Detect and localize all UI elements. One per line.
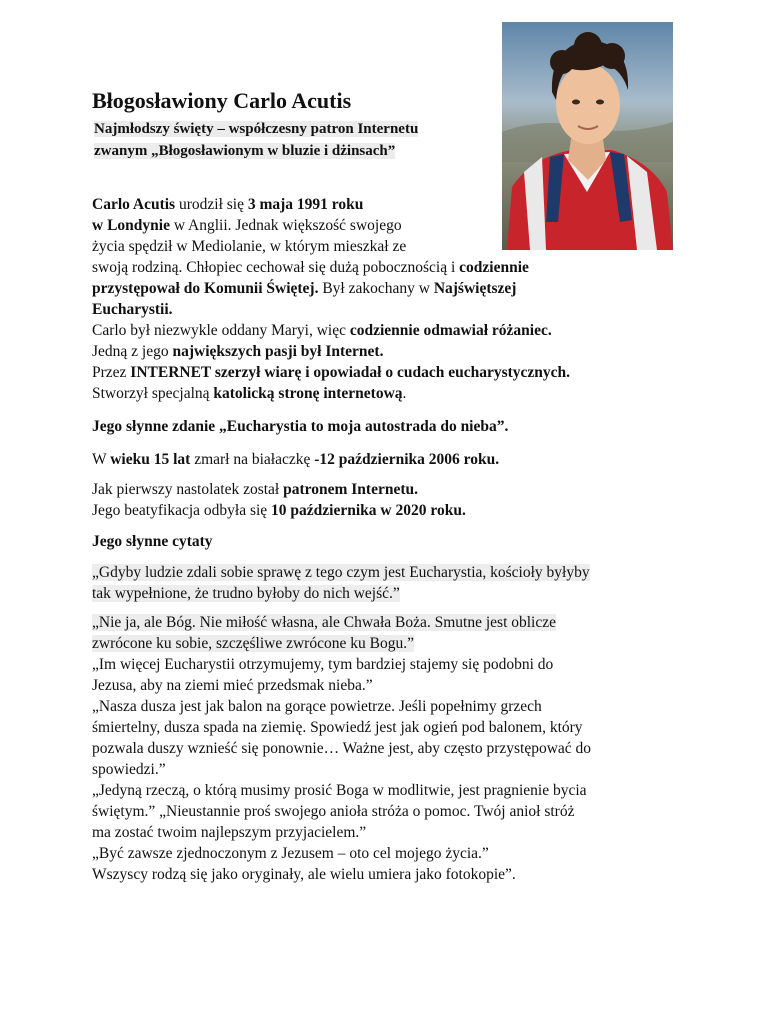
bio-line <box>92 215 692 236</box>
name-bold: Carlo Acutis <box>92 196 176 213</box>
bio-line <box>92 320 692 341</box>
birthplace: w Londynie <box>92 217 170 234</box>
bio-line <box>92 236 692 257</box>
bio-line <box>92 257 692 278</box>
birth-date: 3 maja 1991 roku <box>247 196 364 213</box>
bio-bold: INTERNET szerzył wiarę i opowiadał o cudach eucharystycznych. <box>130 364 571 381</box>
quote-line: „Gdyby ludzie zdali sobie sprawę z tego czym jest Eucharystia, kościoły byłyby <box>92 564 590 581</box>
bio-text: Przez <box>92 364 131 381</box>
death-info <box>92 449 499 470</box>
bio-line <box>92 299 692 320</box>
bio-text: Był zakochany w <box>318 280 434 297</box>
bio-line <box>92 278 692 299</box>
quote-line: tak wypełnione, że trudno byłoby do nich wejść.” <box>92 585 400 602</box>
bio-text: urodził się <box>175 196 248 213</box>
quote-line: Wszyscy rodzą się jako oryginały, ale wielu umiera jako fotokopie”. <box>92 866 516 883</box>
patron-info <box>92 479 466 521</box>
quote-2 <box>92 612 692 654</box>
quotes-list <box>92 654 692 885</box>
bio-text: swoją rodziną. Chłopiec cechował się dużą pobocznością i <box>92 259 460 276</box>
quote-line: śmiertelny, dusza spada na ziemię. Spowiedź jest jak ogień pod balonem, który <box>92 719 583 736</box>
quote-line: Jezusa, aby na ziemi mieć przedsmak nieba.” <box>92 677 373 694</box>
subtitle-line-2: zwanym „Błogosławionym w bluzie i dżinsach” <box>94 143 396 159</box>
bio-text: w Anglii. Jednak większość swojego <box>169 217 402 234</box>
quote-line: „Nasza dusza jest jak balon na gorące powietrze. Jeśli popełnimy grzech <box>92 698 542 715</box>
quote-line: ma zostać twoim najlepszym przyjacielem.” <box>92 824 367 841</box>
quote-line: „Być zawsze zjednoczonym z Jezusem – oto cel mojego życia.” <box>92 845 489 862</box>
beatification-text: Jego beatyfikacja odbyła się <box>92 502 272 519</box>
subtitle-line-1: Najmłodszy święty – współczesny patron Internetu <box>94 121 419 137</box>
quotes-heading-text: Jego słynne cytaty <box>92 533 213 550</box>
bio-bold: codziennie <box>459 259 529 276</box>
bio-text: Stworzył specjalną <box>92 385 214 402</box>
quote-line: pozwala duszy wznieść się ponownie… Ważne jest, aby często przystępować do <box>92 740 592 757</box>
quote-line: „Jedyną rzeczą, o którą musimy prosić Boga w modlitwie, jest pragnienie bycia <box>92 782 587 799</box>
biography <box>92 194 692 404</box>
bio-text: . <box>402 385 407 402</box>
quotes-heading <box>92 531 213 552</box>
bio-bold: przystępował do Komunii Świętej. <box>92 280 319 297</box>
beatification-date: 10 października w 2020 roku. <box>271 502 466 519</box>
bio-text: życia spędził w Mediolanie, w którym mieszkał ze <box>92 238 407 255</box>
famous-sentence-text: Jego słynne zdanie „Eucharystia to moja autostrada do nieba”. <box>92 418 509 435</box>
subtitle <box>94 118 494 162</box>
bio-text: Carlo był niezwykle oddany Maryi, więc <box>92 322 350 339</box>
patron-text: Jak pierwszy nastolatek został <box>92 481 284 498</box>
death-text: zmarł na białaczkę <box>190 451 315 468</box>
bio-line <box>92 362 692 383</box>
bio-line <box>92 194 692 215</box>
quote-line: „Im więcej Eucharystii otrzymujemy, tym bardziej stajemy się podobni do <box>92 656 554 673</box>
quote-line: „Nie ja, ale Bóg. Nie miłość własna, ale Chwała Boża. Smutne jest oblicze <box>92 614 557 631</box>
bio-bold: Eucharystii. <box>92 301 173 318</box>
patron-bold: patronem Internetu. <box>283 481 419 498</box>
bio-text: Jedną z jego <box>92 343 173 360</box>
famous-sentence <box>92 416 508 437</box>
bio-line <box>92 341 692 362</box>
bio-bold: Najświętszej <box>433 280 517 297</box>
death-text: W <box>92 451 111 468</box>
quote-line: zwrócone ku sobie, szczęśliwe zwrócone ku Bogu.” <box>92 635 414 652</box>
quote-line: spowiedzi.” <box>92 761 166 778</box>
bio-bold: największych pasji był Internet. <box>172 343 384 360</box>
bio-line <box>92 383 692 404</box>
quote-1 <box>92 562 692 604</box>
bio-bold: katolicką stronę internetową <box>213 385 403 402</box>
bio-bold: codziennie odmawiał różaniec. <box>349 322 552 339</box>
quote-line: świętym.” „Nieustannie proś swojego anioła stróża o pomoc. Twój anioł stróż <box>92 803 575 820</box>
death-age: wieku 15 lat <box>110 451 191 468</box>
page-title: Błogosławiony Carlo Acutis <box>92 88 352 113</box>
death-date: -12 października 2006 roku. <box>314 451 500 468</box>
